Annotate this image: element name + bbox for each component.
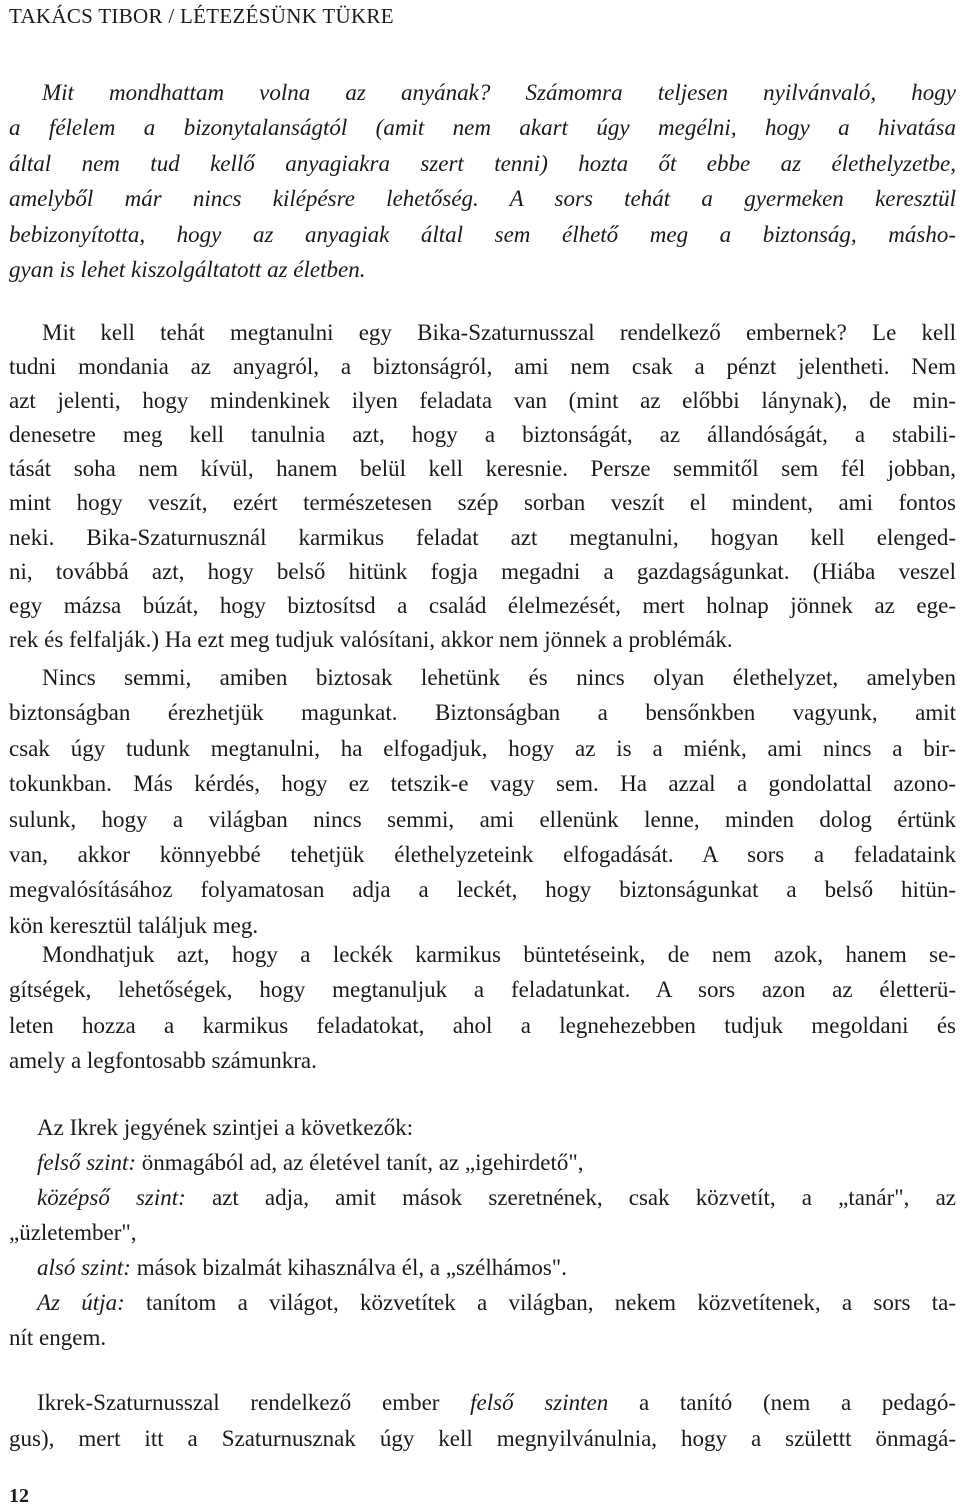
text-line: van, akkor könnyebbé tehetjük élethelyzeteink elfogadását. A sors a feladataink bbox=[9, 842, 956, 868]
text-line: rek és felfalják.) Ha ezt meg tudjuk valósítani, akkor nem jönnek a problémák. bbox=[9, 626, 733, 652]
level-upper-label: felső szint: bbox=[37, 1150, 137, 1175]
text-line: amelyből már nincs kilépésre lehetőség. A sors tehát a gyermeken keresztül bbox=[9, 186, 956, 212]
text-line: a félelem a bizonytalanságtól (amit nem akart úgy megélni, hogy a hivatása bbox=[9, 115, 956, 141]
text-line: mint hogy veszít, ezért természetesen szép sorban veszít el mindent, ami fontos bbox=[9, 490, 956, 516]
text-fragment: Ikrek-Szaturnusszal rendelkező ember bbox=[37, 1390, 471, 1415]
path-label: Az útja: bbox=[37, 1290, 125, 1315]
text-line: Mit kell tehát megtanulni egy Bika-Szaturnusszal rendelkező embernek? Le kell bbox=[42, 320, 956, 345]
levels-intro: Az Ikrek jegyének szintjei a következők: bbox=[37, 1115, 414, 1140]
level-middle-text: azt adja, amit mások szeretnének, csak közvetít, a „tanár", az bbox=[185, 1185, 956, 1210]
level-lower bbox=[9, 1250, 956, 1285]
text-line: bebizonyította, hogy az anyagiak által sem élhető meg a biztonság, másho- bbox=[9, 221, 956, 247]
text-line bbox=[9, 1385, 956, 1421]
path bbox=[9, 1285, 956, 1320]
text-line: gyan is lehet kiszolgáltatott az életben. bbox=[9, 257, 366, 283]
page-number: 12 bbox=[9, 1485, 29, 1507]
level-lower-label: alsó szint: bbox=[37, 1255, 131, 1280]
text-fragment: a tanító (nem a pedagó- bbox=[608, 1390, 956, 1415]
text-line: egy mázsa búzát, hogy biztosítsd a család élelmezését, mert holnap jönnek az ege- bbox=[9, 592, 956, 618]
level-upper-text: önmagából ad, az életével tanít, az „igehirdető", bbox=[136, 1150, 584, 1175]
running-head: TAKÁCS TIBOR / LÉTEZÉSÜNK TÜKRE bbox=[9, 4, 394, 28]
text-line: által nem tud kellő anyagiakra szert tenni) hozta őt ebbe az élethelyzetbe, bbox=[9, 150, 956, 176]
text-line: Nincs semmi, amiben biztosak lehetünk és nincs olyan élethelyzet, amelyben bbox=[42, 665, 956, 690]
path-cont: nít engem. bbox=[9, 1325, 107, 1350]
paragraph-ikrek-szaturnusz bbox=[9, 1385, 956, 1456]
text-line: ni, továbbá azt, hogy belső hitünk fogja megadni a gazdagságunkat. (Hiába veszel bbox=[9, 558, 956, 584]
text-line: gus), mert itt a Szaturnusznak úgy kell megnyilvánulnia, hogy a születtt önmagá- bbox=[9, 1425, 956, 1451]
paragraph-italic-intro bbox=[9, 75, 956, 287]
paragraph-leckek bbox=[9, 937, 956, 1079]
text-line: sulunk, hogy a világban nincs semmi, ami ellenünk lenne, minden dolog értünk bbox=[9, 806, 956, 832]
text-line: leten hozza a karmikus feladatokat, ahol a legnehezebben tudjuk megoldani és bbox=[9, 1012, 956, 1038]
path-text: tanítom a világot, közvetítek a világban, nekem közvetítenek, a sors ta- bbox=[124, 1290, 956, 1315]
level-middle-label: középső szint: bbox=[37, 1185, 186, 1210]
text-line: csak úgy tudunk megtanulni, ha elfogadjuk, hogy az is a miénk, ami nincs a bir- bbox=[9, 735, 956, 761]
level-middle-cont: „üzletember", bbox=[9, 1220, 137, 1245]
level-upper bbox=[9, 1145, 956, 1180]
text-line: tását soha nem kívül, hanem belül kell keresnie. Persze semmitől sem fél jobban, bbox=[9, 456, 956, 482]
text-line: tudni mondania az anyagról, a biztonságról, ami nem csak a pénzt jelentheti. Nem bbox=[9, 354, 956, 380]
text-line: megvalósításához folyamatosan adja a leckét, hogy biztonságunkat a belső hitün- bbox=[9, 877, 956, 903]
text-line: gítségek, lehetőségek, hogy megtanuljuk a feladatunkat. A sors azon az életterü- bbox=[9, 977, 956, 1003]
text-line: kön keresztül találjuk meg. bbox=[9, 912, 259, 938]
paragraph-biztonsag bbox=[9, 660, 956, 943]
ikrek-levels-list bbox=[9, 1110, 956, 1355]
level-middle bbox=[9, 1180, 956, 1215]
text-line: tokunkban. Más kérdés, hogy ez tetszik-e vagy sem. Ha azzal a gondolattal azono- bbox=[9, 771, 956, 797]
text-line: neki. Bika-Szaturnusznál karmikus feladat azt megtanulni, hogyan kell elenged- bbox=[9, 524, 956, 550]
text-line: amely a legfontosabb számunkra. bbox=[9, 1048, 317, 1074]
text-line: azt jelenti, hogy mindenkinek ilyen feladata van (mint az előbbi lánynak), de min- bbox=[9, 388, 956, 414]
level-lower-text: mások bizalmát kihasználva él, a „szélhámos". bbox=[130, 1255, 567, 1280]
paragraph-bika-szaturnusz bbox=[9, 316, 956, 657]
text-line: denesetre meg kell tanulnia azt, hogy a biztonságát, az állandóságát, a stabili- bbox=[9, 422, 956, 448]
text-fragment-italic: felső szinten bbox=[470, 1390, 609, 1415]
text-line: Mit mondhattam volna az anyának? Számomra teljesen nyilvánvaló, hogy bbox=[42, 80, 956, 105]
text-line: biztonságban érezhetjük magunkat. Biztonságban a bensőnkben vagyunk, amit bbox=[9, 700, 956, 726]
text-line: Mondhatjuk azt, hogy a leckék karmikus büntetéseink, de nem azok, hanem se- bbox=[42, 942, 956, 967]
